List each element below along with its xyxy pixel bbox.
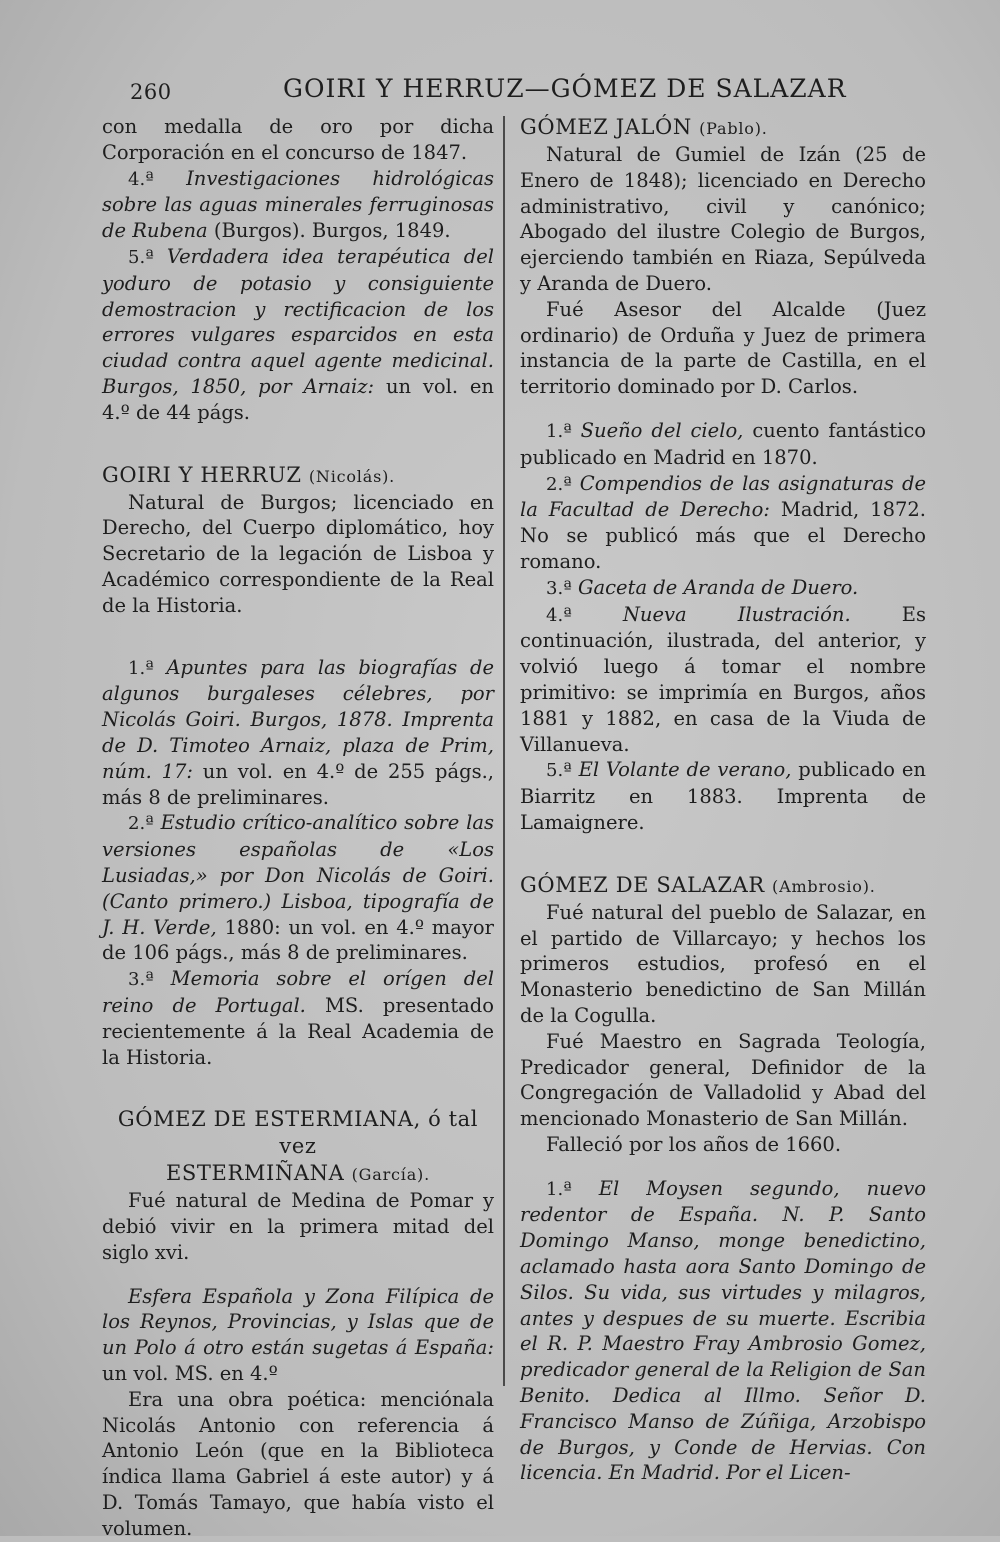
biography-paragraph: Fué Asesor del Alcalde (Juez ordinario) de Orduña y Juez de primera instancia de la parte de Castilla, en el territorio dominado por D. Carlos. bbox=[520, 297, 926, 399]
work-title: Estudio crítico-analítico sobre las versiones españolas de «Los Lusiadas,» por Don Nicolás de Goiri. (Canto primero.) Lisboa, tipografía de J. H. Verde, bbox=[102, 811, 494, 939]
heading-given-name: (Ambrosio). bbox=[772, 876, 876, 896]
heading-line-1: GÓMEZ DE ESTERMIANA, ó tal vez bbox=[117, 1107, 479, 1159]
biography-paragraph: Falleció por los años de 1660. bbox=[546, 1132, 842, 1156]
running-head bbox=[0, 74, 1000, 108]
work-entry-n2 bbox=[102, 810, 494, 966]
entry-heading-goiri-nicolas bbox=[102, 462, 494, 490]
work-entry-j1 bbox=[520, 418, 926, 471]
work-details: (Burgos). Burgos, 1849. bbox=[213, 219, 451, 243]
heading-given-name: (Nicolás). bbox=[308, 466, 396, 486]
biography-paragraph: Fué natural del pueblo de Salazar, en el partido de Villarcayo; y hechos los primeros estudios, profesó en el Monasterio benedictino de San Millán de la Cogulla. bbox=[520, 900, 926, 1027]
work-details: MS. presentado recientemente á la Real Academia de la Historia. bbox=[102, 993, 494, 1069]
work-number: 2.ª bbox=[128, 813, 154, 835]
work-title: Verdadera idea terapéutica del yoduro de potasio y consiguiente demostracion y rectificacion de los errores vulgares esparcidos en esta ciudad contra aquel agente medicinal. Burgos, 1850, por Arnaiz: bbox=[102, 244, 494, 398]
work-entry-n1 bbox=[102, 655, 494, 811]
work-title: Apuntes para las biografías de algunos burgaleses célebres, por Nicolás Goiri. Burgos, 1878. Imprenta de D. Timoteo Arnaiz, plaza de Prim, núm. 17: bbox=[102, 655, 494, 783]
work-title: Esfera Española y Zona Filípica de los Reynos, Provincias, y Islas que de un Polo á otro están sugetas á España: bbox=[102, 1284, 494, 1360]
work-title: Sueño del cielo, bbox=[580, 418, 744, 442]
work-number: 4.ª bbox=[546, 604, 572, 626]
work-entry-n3 bbox=[102, 966, 494, 1070]
work-details: un vol. en 4.º de 255 págs., más 8 de preliminares. bbox=[102, 759, 494, 809]
running-title: GOIRI Y HERRUZ—GÓMEZ DE SALAZAR bbox=[283, 74, 847, 103]
work-number: 1.ª bbox=[546, 1178, 572, 1200]
work-entry-5 bbox=[102, 244, 494, 426]
work-title: Memoria sobre el orígen del reino de Portugal. bbox=[102, 967, 494, 1017]
work-number: 4.ª bbox=[128, 168, 154, 190]
work-number: 2.ª bbox=[546, 473, 572, 495]
work-entry-j2 bbox=[520, 471, 926, 575]
work-details: un vol. MS. en 4.º bbox=[102, 1362, 278, 1386]
heading-surname: GÓMEZ JALÓN bbox=[520, 115, 692, 139]
work-details: publicado en Biarritz en 1883. Imprenta de Lamaignere. bbox=[520, 758, 926, 834]
work-details: 1880: un vol. en 4.º mayor de 106 págs., más 8 de preliminares. bbox=[102, 915, 494, 965]
work-number: 1.ª bbox=[546, 420, 572, 442]
right-column bbox=[520, 114, 926, 1486]
biography-paragraph: Fué natural de Medina de Pomar y debió vivir en la primera mitad del siglo xvi. bbox=[102, 1189, 494, 1264]
work-title: El Volante de verano, bbox=[578, 758, 792, 782]
work-entry-4 bbox=[102, 166, 494, 244]
biography-paragraph: Fué Maestro en Sagrada Teología, Predicador general, Definidor de la Congregación de Valladolid y Abad del mencionado Monasterio de San Millán. bbox=[520, 1029, 926, 1131]
work-entry-j4 bbox=[520, 602, 926, 758]
work-title: Investigaciones hidrológicas sobre las aguas minerales ferruginosas de Rubena bbox=[102, 166, 494, 243]
work-number: 3.ª bbox=[546, 577, 572, 599]
biography-paragraph: Natural de Burgos; licenciado en Derecho, del Cuerpo diplomático, hoy Secretario de la legación de Lisboa y Académico correspondiente de la Real de la Historia. bbox=[102, 490, 494, 617]
work-title: El Moysen segundo, nuevo redentor de España. N. P. Santo Domingo Manso, monge benedictino, aclamado hasta aora Santo Domingo de Silos. Su vida, sus virtudes y milagros, antes y despues de su muerte. Escribia el R. P. Maestro Fray Ambrosio Gomez, predicador general de la Religion de San Benito. Dedica al Illmo. Señor D. Francisco Manso de Zúñiga, Arzobispo de Burgos, y Conde de Hervias. Con licencia. En Madrid. Por el Licen- bbox=[520, 1176, 926, 1485]
heading-given-name: (Pablo). bbox=[699, 119, 768, 138]
work-number: 5.ª bbox=[128, 246, 154, 268]
entry-heading-gomez-estermiana bbox=[102, 1106, 494, 1188]
work-note: Era una obra poética: menciónala Nicolás Antonio con referencia á Antonio León (que en la Biblioteca índica llama Gabriel á este autor) y á D. Tomás Tamayo, que había visto el volumen. bbox=[102, 1387, 494, 1540]
work-title: Gaceta de Aranda de Duero. bbox=[577, 575, 859, 599]
page-number: 260 bbox=[130, 80, 172, 104]
work-title: Compendios de las asignaturas de la Facultad de Derecho: bbox=[520, 471, 927, 522]
work-number: 5.ª bbox=[546, 760, 572, 782]
intro-paragraph: con medalla de oro por dicha Corporación en el concurso de 1847. bbox=[102, 115, 494, 164]
entry-heading-gomez-salazar bbox=[520, 872, 926, 900]
work-details: cuento fantástico publicado en Madrid en 1870. bbox=[520, 418, 926, 469]
left-column bbox=[102, 114, 494, 1542]
work-entry-s1 bbox=[520, 1176, 926, 1487]
column-divider bbox=[503, 116, 505, 1386]
heading-line-2: ESTERMIÑANA bbox=[166, 1161, 345, 1186]
entry-heading-gomez-jalon bbox=[520, 114, 926, 142]
heading-surname: GOIRI Y HERRUZ bbox=[102, 462, 302, 487]
work-entry-j5 bbox=[520, 757, 926, 835]
work-details: Madrid, 1872. No se publicó más que el Derecho romano. bbox=[520, 498, 926, 573]
heading-given-name: (García). bbox=[351, 1165, 430, 1185]
biography-paragraph: Natural de Gumiel de Izán (25 de Enero de 1848); licenciado en Derecho administrativo, civil y canónico; Abogado del ilustre Colegio de Burgos, ejerciendo también en Riaza, Sepúlveda y Aranda de Duero. bbox=[520, 143, 926, 295]
work-number: 1.ª bbox=[128, 657, 154, 679]
work-entry-j3 bbox=[520, 575, 926, 602]
heading-surname: GÓMEZ DE SALAZAR bbox=[520, 872, 765, 897]
work-entry-e1 bbox=[102, 1284, 494, 1387]
work-title: Nueva Ilustración. bbox=[622, 602, 851, 626]
work-details: un vol. en 4.º de 44 págs. bbox=[102, 374, 494, 424]
work-number: 3.ª bbox=[128, 969, 154, 991]
work-details: Es continuación, ilustrada, del anterior, y volvió luego á tomar el nombre primitivo: se imprimía en Burgos, años 1881 y 1882, en casa de la Viuda de Villanueva. bbox=[520, 602, 927, 756]
